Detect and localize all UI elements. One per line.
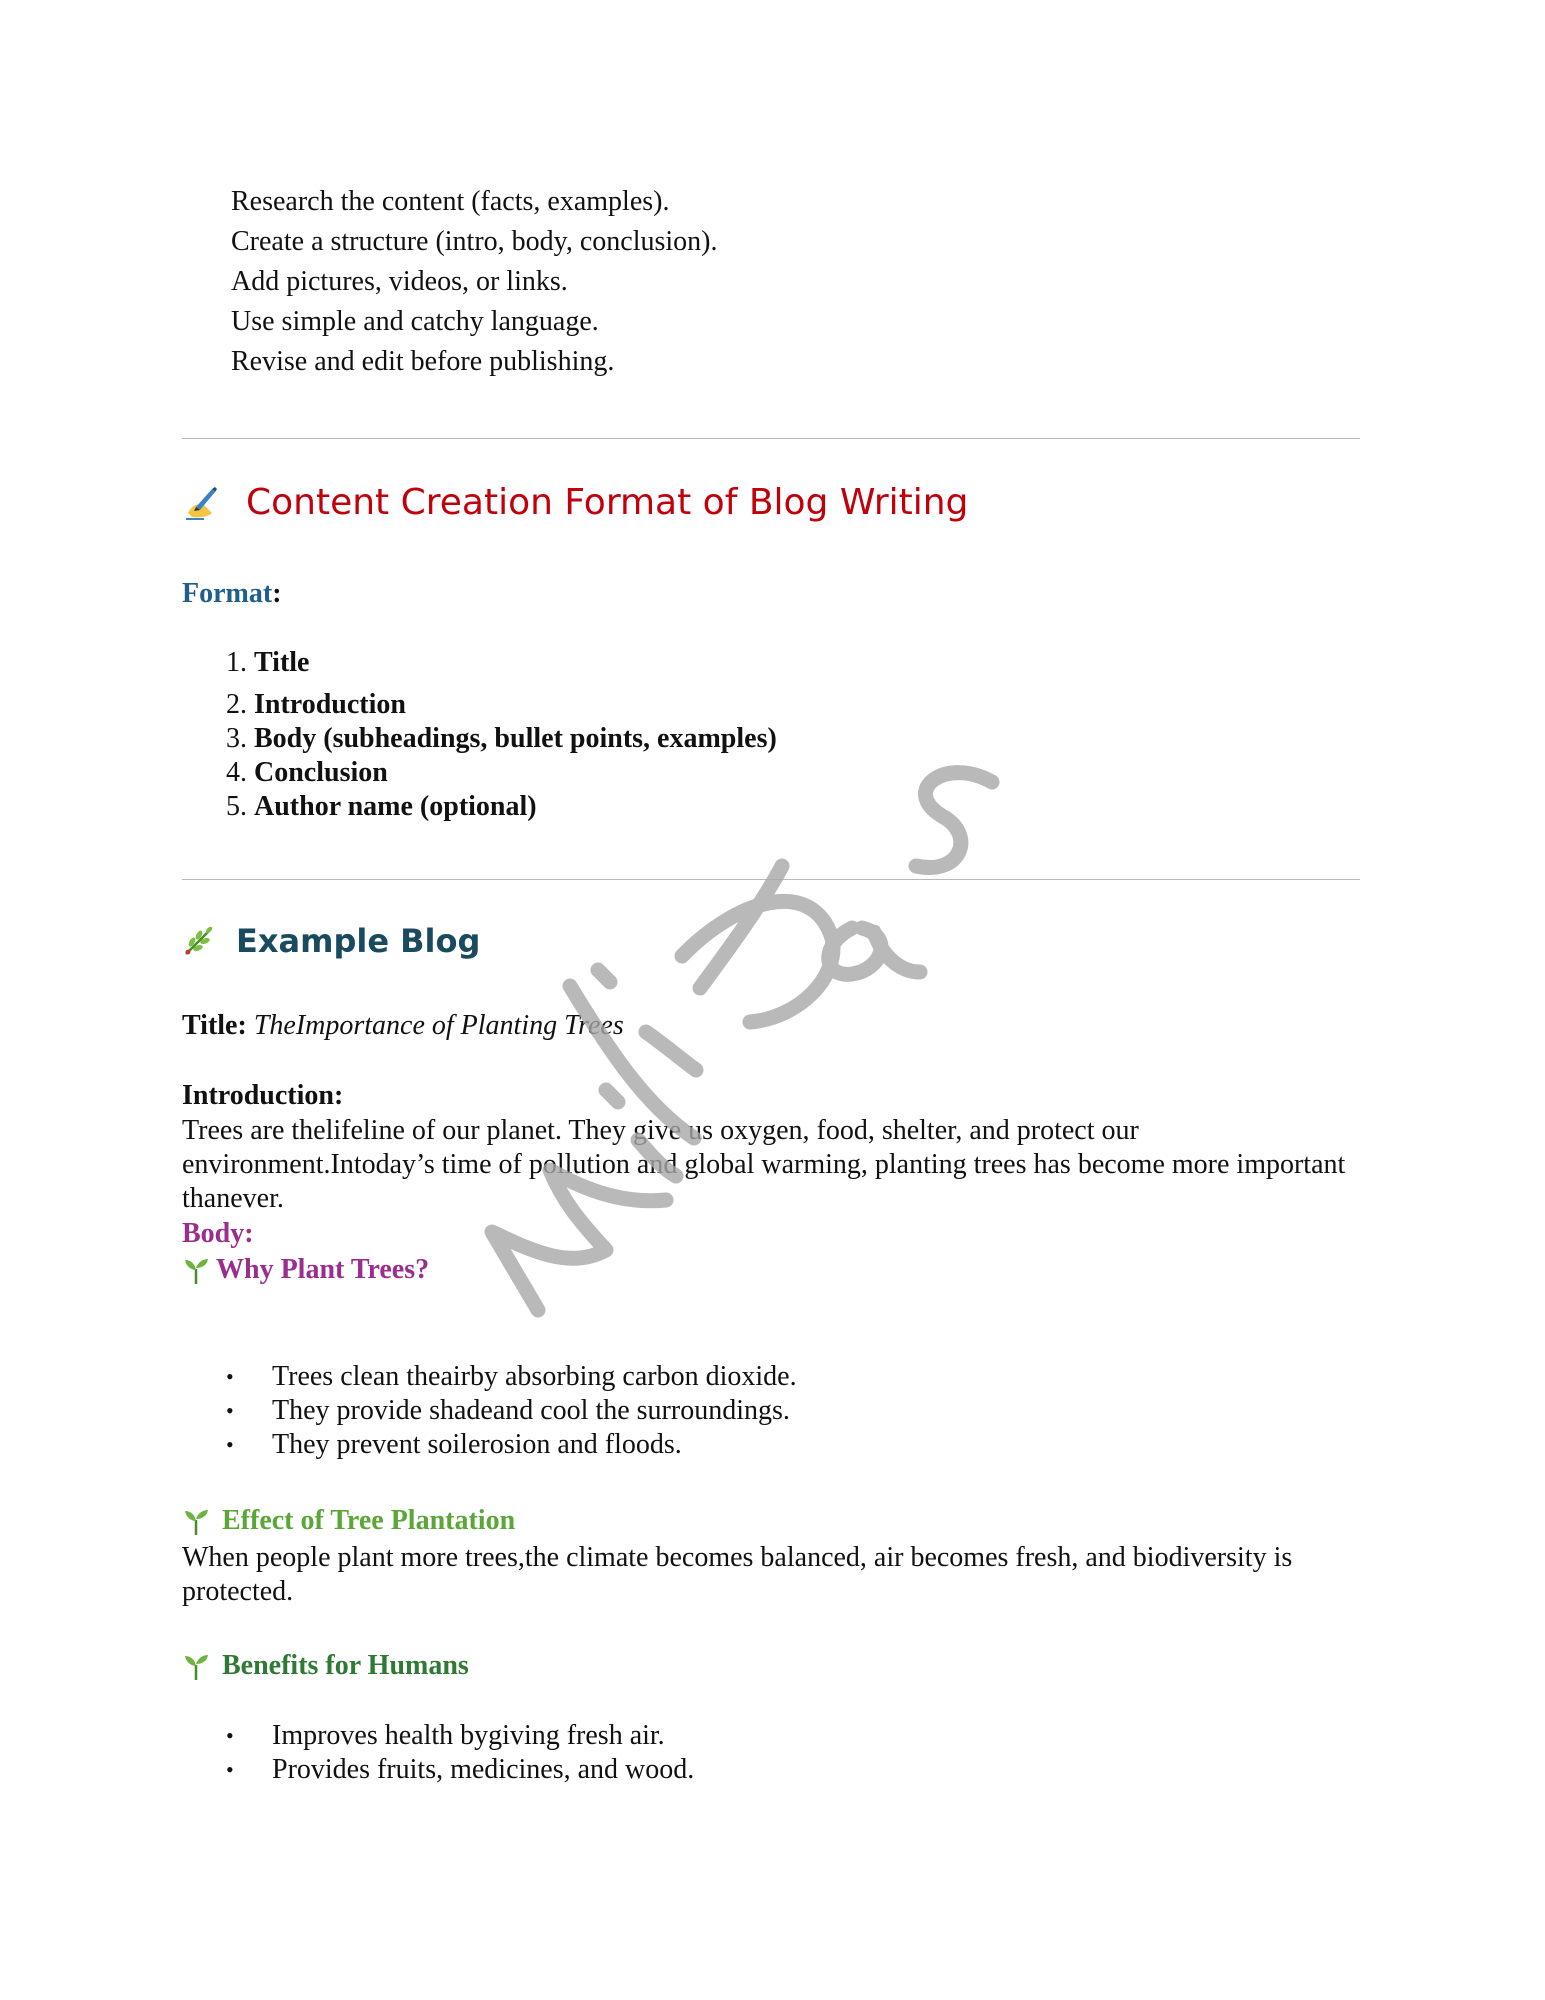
- list-item: 2. Introduction: [226, 689, 406, 720]
- section-title: Example Blog: [236, 922, 481, 960]
- list-item: 3. Body (subheadings, bullet points, examples): [226, 723, 777, 754]
- effect-paragraph: When people plant more trees,the climate becomes balanced, air becomes fresh, and biodiversity is protected.: [182, 1542, 1293, 1607]
- seedling-icon: [182, 1255, 210, 1285]
- intro-paragraph: Trees are thelifeline of our planet. They give us oxygen, food, shelter, and protect our environment.Intoday’s time of pollution and global warming, planting trees has become more important thanever.: [182, 1115, 1346, 1214]
- list-item: 4. Conclusion: [226, 757, 388, 788]
- subheading-why: [182, 1254, 429, 1286]
- intro-label: Introduction:: [182, 1080, 344, 1111]
- why-bullet-list: [226, 1360, 797, 1462]
- list-item: Use simple and catchy language.: [231, 306, 599, 337]
- list-item: • Improves health bygiving fresh air.: [226, 1719, 694, 1753]
- list-item: • Trees clean theairby absorbing carbon dioxide.: [226, 1360, 797, 1394]
- list-item: • They provide shadeand cool the surroundings.: [226, 1394, 797, 1428]
- list-item: 1. Title: [226, 647, 310, 678]
- format-list: [226, 646, 777, 824]
- subheading-title: Why Plant Trees?: [216, 1254, 430, 1285]
- divider: [182, 879, 1360, 880]
- list-item: Add pictures, videos, or links.: [231, 266, 568, 297]
- list-item: • They prevent soilerosion and floods.: [226, 1428, 797, 1462]
- writing-hand-icon: [182, 483, 222, 523]
- subheading-benefits: [182, 1650, 469, 1682]
- list-item: Create a structure (intro, body, conclusion).: [231, 226, 718, 257]
- steps-list: [231, 182, 717, 382]
- subheading-effect: [182, 1505, 515, 1537]
- section-heading-format: [182, 482, 968, 523]
- divider: [182, 438, 1360, 439]
- body-label: Body:: [182, 1218, 254, 1249]
- format-label: Format:: [182, 578, 282, 609]
- herb-icon: [182, 924, 216, 958]
- seedling-icon: [182, 1506, 210, 1536]
- section-title: Content Creation Format of Blog Writing: [246, 482, 969, 523]
- list-item: Research the content (facts, examples).: [231, 186, 670, 217]
- benefits-bullet-list: [226, 1719, 694, 1787]
- list-item: Revise and edit before publishing.: [231, 346, 615, 377]
- subheading-title: Benefits for Humans: [222, 1650, 469, 1681]
- list-item: • Provides fruits, medicines, and wood.: [226, 1753, 694, 1787]
- seedling-icon: [182, 1651, 210, 1681]
- subheading-title: Effect of Tree Plantation: [222, 1505, 516, 1536]
- section-heading-example: [182, 922, 480, 960]
- list-item: 5. Author name (optional): [226, 791, 537, 822]
- blog-title-line: Title: TheImportance of Planting Trees: [182, 1010, 624, 1041]
